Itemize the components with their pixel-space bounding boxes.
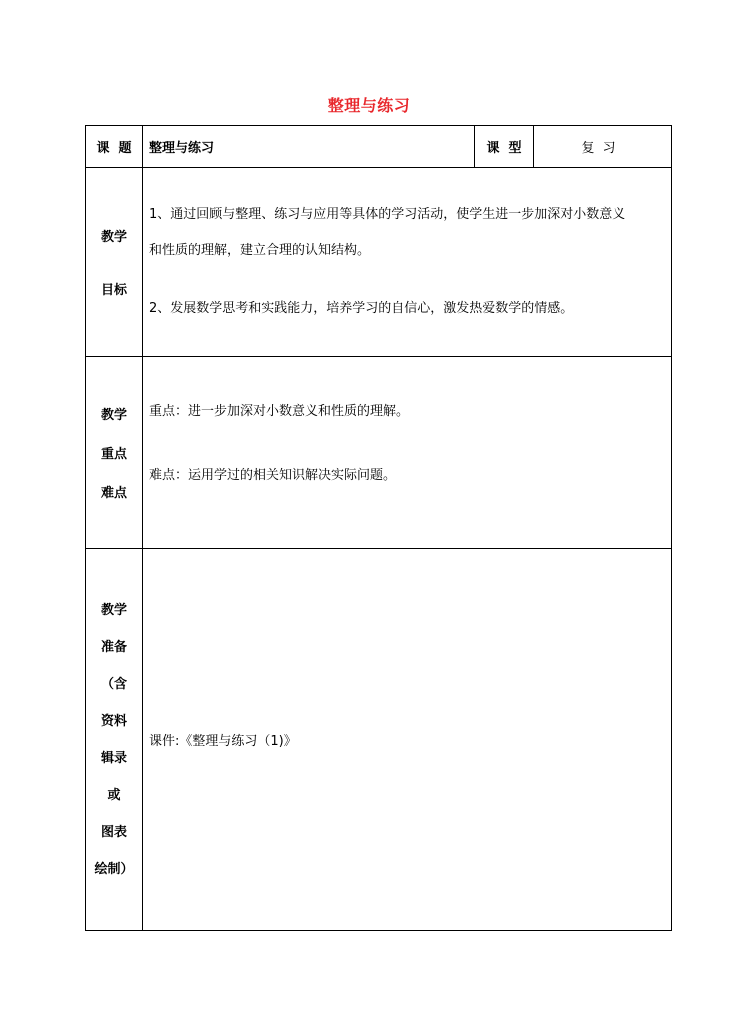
keypoints-label (86, 357, 143, 549)
document-title: 整理与练习 (327, 96, 411, 115)
subject-value: 整理与练习 (143, 126, 475, 168)
preparation-label (86, 549, 143, 931)
keypoints-label-line-1: 教学 (100, 408, 127, 423)
objective-paragraph-1a: 1、通过回顾与整理、练习与应用等具体的学习活动，使学生进一步加深对小数意义 (149, 207, 626, 222)
type-label (475, 126, 534, 168)
preparation-content (143, 549, 672, 931)
preparation-label-line-3: （含 (100, 676, 127, 692)
key-point-text: 重点：进一步加深对小数意义和性质的理解。 (149, 404, 410, 419)
objective-paragraph-1b: 和性质的理解，建立合理的认知结构。 (149, 243, 371, 258)
preparation-label-line-7: 图表 (100, 824, 127, 840)
preparation-label-line-2: 准备 (100, 639, 127, 655)
lesson-plan-table (85, 125, 672, 931)
preparation-label-line-8: 绘制） (94, 861, 134, 877)
row-subject (86, 126, 672, 168)
keypoints-label-line-2: 重点 (100, 447, 127, 462)
preparation-label-line-5: 辑录 (100, 750, 127, 766)
objectives-content (143, 168, 672, 357)
preparation-label-line-4: 资料 (100, 713, 127, 729)
preparation-label-line-6: 或 (107, 787, 121, 803)
objectives-label-line-2: 目标 (100, 283, 127, 298)
keypoints-label-line-3: 难点 (100, 486, 127, 501)
objectives-label-line-1: 教学 (100, 230, 127, 245)
type-value: 复习 (534, 126, 672, 168)
objective-paragraph-2: 2、发展数学思考和实践能力，培养学习的自信心，激发热爱数学的情感。 (149, 301, 574, 316)
keypoints-content (143, 357, 672, 549)
row-keypoints (86, 357, 672, 549)
objectives-label (86, 168, 143, 357)
subject-label-text: 课 题 (96, 141, 132, 156)
row-objectives (86, 168, 672, 357)
preparation-text: 课件:《整理与练习（1)》 (149, 734, 297, 749)
subject-label (86, 126, 143, 168)
difficult-point-text: 难点：运用学过的相关知识解决实际问题。 (149, 468, 397, 483)
row-preparation (86, 549, 672, 931)
type-label-text: 课 型 (486, 141, 522, 156)
preparation-label-line-1: 教学 (100, 602, 127, 618)
